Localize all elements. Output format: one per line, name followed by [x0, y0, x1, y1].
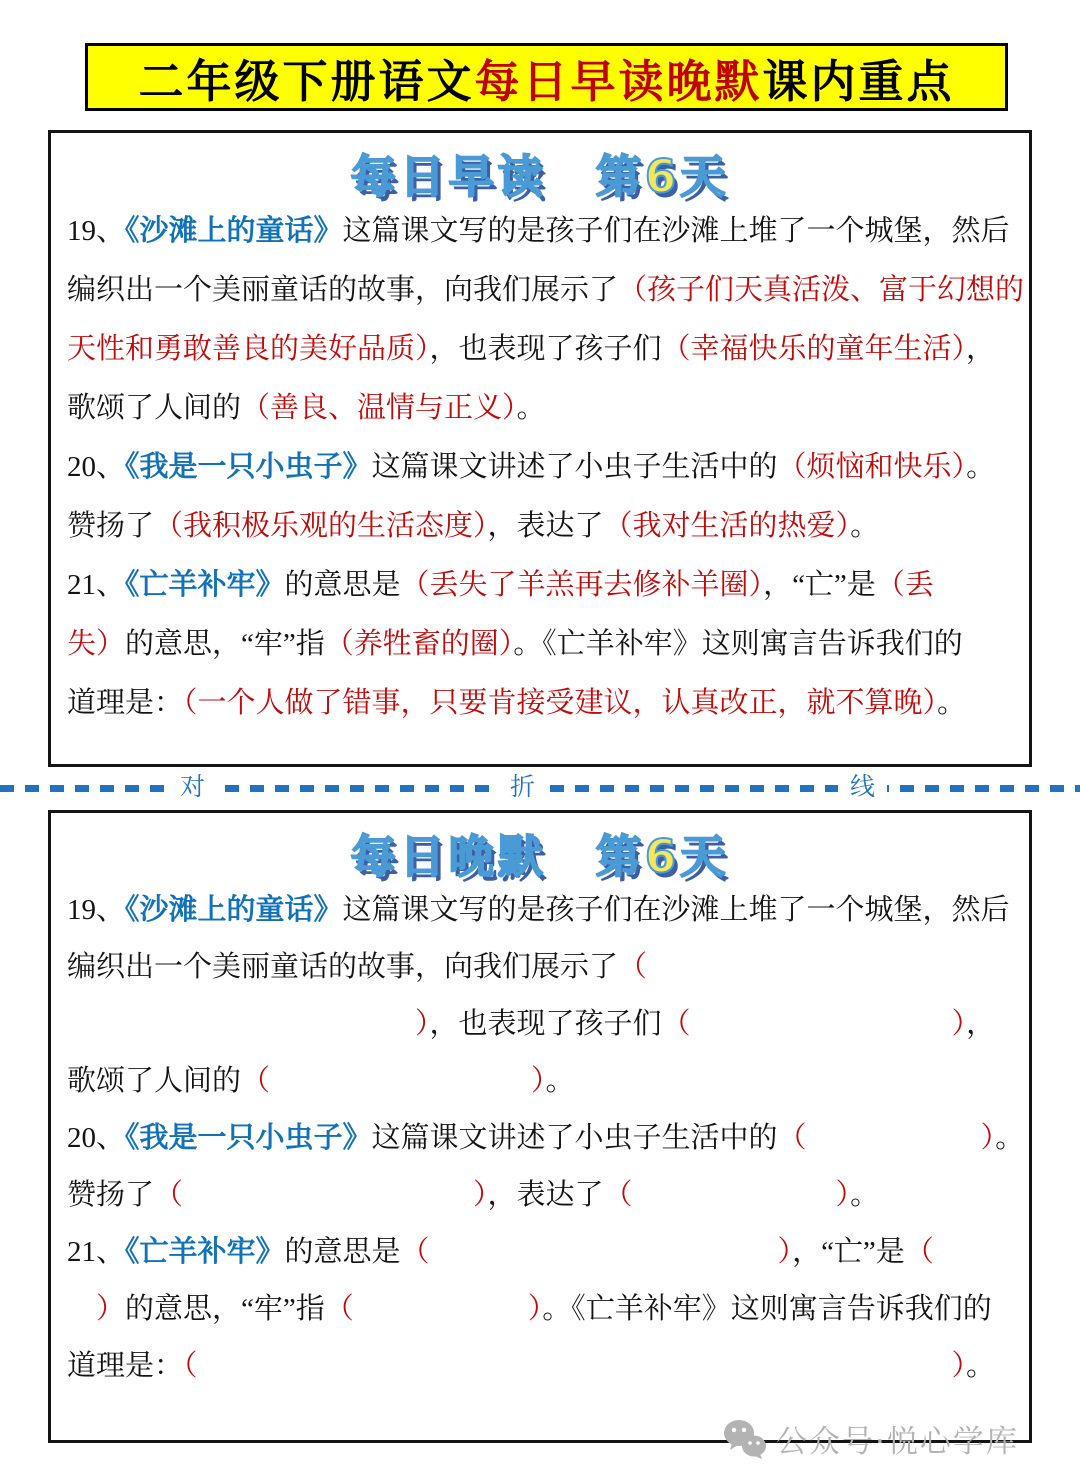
text-segment: ，	[966, 1008, 996, 1040]
text-segment: 的意思是	[284, 1236, 401, 1268]
morning-content	[51, 196, 1029, 733]
text-segment: 的意思，“牢”指	[125, 628, 325, 660]
title-char: 6	[644, 830, 681, 883]
text-line	[67, 996, 1013, 1053]
lesson-title-text: 《沙滩上的童话》	[125, 894, 343, 926]
evening-title	[51, 820, 1029, 883]
text-segment: 。	[545, 1065, 575, 1097]
text-segment: 19、	[67, 215, 126, 247]
text-segment: （幸福快乐的童年生活）	[661, 333, 967, 365]
title-char: 6	[644, 150, 681, 203]
text-segment: 赞扬了	[67, 1179, 155, 1211]
text-segment: （养牲畜的圈）	[324, 628, 514, 660]
text-segment: 歌颂了人间的	[67, 1065, 242, 1097]
text-segment: （烦恼和快乐）	[777, 451, 967, 483]
title-char: 第	[595, 830, 645, 883]
text-line	[67, 1281, 1013, 1338]
text-segment: 。	[966, 1350, 996, 1382]
text-segment: ，“亡”是	[792, 1236, 905, 1268]
text-segment: 。	[995, 1122, 1025, 1154]
text-line	[67, 1110, 1025, 1167]
text-line	[67, 320, 1013, 379]
text-segment: （ ）	[603, 1179, 851, 1211]
title-char: 读	[497, 150, 547, 203]
title-char: 默	[497, 830, 547, 883]
text-segment: 二年级下册语文	[138, 56, 475, 107]
text-segment: ）	[415, 1008, 430, 1040]
text-segment: ，也表现了孩子们	[429, 1008, 662, 1040]
lesson-title-text: 《亡羊补牢》	[125, 1236, 285, 1268]
title-char: 晚	[448, 830, 498, 883]
text-segment: 这篇课文写的是孩子们在沙滩上堆了一个城堡，然后	[342, 894, 1010, 926]
text-line	[67, 497, 1013, 556]
lesson-title-text: 《亡羊补牢》	[125, 569, 285, 601]
evening-dictation-section	[48, 810, 1032, 1443]
title-char: 日	[399, 830, 449, 883]
text-segment: 20、	[67, 451, 126, 483]
text-segment: （孩子们天真活泼、富于幻想的	[618, 274, 1025, 306]
morning-title	[51, 140, 1029, 203]
title-char	[547, 830, 596, 883]
text-segment: 。	[516, 392, 546, 424]
lesson-title-text: 《我是一只小虫子》	[125, 451, 372, 483]
morning-reading-section	[48, 130, 1032, 767]
text-line	[67, 202, 1013, 261]
text-line	[67, 1224, 1013, 1281]
text-segment: （ ）	[324, 1293, 543, 1325]
text-segment: （	[904, 1236, 934, 1268]
text-segment	[67, 1293, 96, 1325]
text-line	[67, 1167, 1013, 1224]
title-char: 天	[680, 150, 730, 203]
text-line	[67, 939, 1013, 996]
text-segment: （ ）	[777, 1122, 996, 1154]
text-segment: 19、	[67, 894, 126, 926]
text-segment: ）	[96, 1293, 126, 1325]
watermark-text: 公众号·悦心学库	[776, 1424, 1019, 1460]
title-char: 第	[595, 150, 645, 203]
text-segment: ，	[966, 333, 996, 365]
text-segment: （丢	[875, 569, 934, 601]
lesson-title-text: 《沙滩上的童话》	[125, 215, 343, 247]
fold-label-xian: 线	[838, 772, 887, 804]
text-segment: （	[618, 951, 648, 983]
text-segment: （我对生活的热爱）	[603, 510, 851, 542]
text-segment: 。《亡羊补牢》这则寓言告诉我们的	[513, 628, 963, 660]
text-line	[67, 1338, 1013, 1395]
text-segment: 编织出一个美丽童话的故事，向我们展示了	[67, 274, 619, 306]
text-segment: 道理是：	[67, 1350, 184, 1382]
text-segment: ，表达了	[487, 510, 604, 542]
title-char: 早	[448, 150, 498, 203]
lesson-title-text: 《我是一只小虫子》	[125, 1122, 372, 1154]
text-segment: 。	[850, 510, 880, 542]
text-segment: （ ）	[183, 1350, 967, 1382]
text-segment: 21、	[67, 1236, 126, 1268]
text-segment: 失）	[67, 628, 126, 660]
text-line	[67, 556, 1013, 615]
text-segment: 的意思是	[284, 569, 401, 601]
fold-label-dui: 对	[168, 772, 217, 804]
title-char: 日	[399, 150, 449, 203]
text-segment: （ ）	[661, 1008, 967, 1040]
text-segment: （ ）	[241, 1065, 546, 1097]
text-segment: 。	[850, 1179, 880, 1211]
text-segment: ，表达了	[487, 1179, 604, 1211]
text-segment: 这篇课文讲述了小虫子生活中的	[371, 451, 778, 483]
text-segment: 21、	[67, 569, 126, 601]
text-segment: 每日早读晚默	[474, 56, 763, 107]
text-segment: ，也表现了孩子们	[429, 333, 662, 365]
title-char: 每	[350, 150, 400, 203]
text-segment: 编织出一个美丽童话的故事，向我们展示了	[67, 951, 619, 983]
title-char	[547, 150, 596, 203]
text-segment: 天性和勇敢善良的美好品质）	[67, 333, 430, 365]
text-segment: 道理是：	[67, 687, 184, 719]
text-segment: 课内重点	[762, 56, 955, 107]
text-line	[67, 379, 1013, 438]
text-segment: （ ）	[154, 1179, 488, 1211]
fold-line	[0, 774, 1080, 801]
text-segment: 。	[966, 451, 996, 483]
text-segment: 20、	[67, 1122, 126, 1154]
fold-label-zhe: 折	[498, 772, 547, 804]
text-segment: （善良、温情与正义）	[241, 392, 517, 424]
text-segment: （我积极乐观的生活态度）	[154, 510, 488, 542]
text-segment: （丢失了羊羔再去修补羊圈）	[400, 569, 764, 601]
text-line	[67, 615, 1013, 674]
title-char: 每	[350, 830, 400, 883]
text-segment: 赞扬了	[67, 510, 155, 542]
text-line	[67, 1053, 1013, 1110]
text-segment: 这篇课文讲述了小虫子生活中的	[371, 1122, 778, 1154]
text-segment: 。	[937, 687, 967, 719]
text-line	[67, 438, 1013, 497]
text-line	[67, 261, 1025, 320]
text-segment: 歌颂了人间的	[67, 392, 242, 424]
text-segment: （一个人做了错事，只要肯接受建议，认真改正，就不算晚）	[183, 687, 938, 719]
text-segment: 这篇课文写的是孩子们在沙滩上堆了一个城堡，然后	[342, 215, 1010, 247]
text-line	[67, 882, 1013, 939]
title-char: 天	[680, 830, 730, 883]
text-segment: （ ）	[400, 1236, 793, 1268]
text-segment: 。《亡羊补牢》这则寓言告诉我们的	[542, 1293, 992, 1325]
page-banner	[85, 43, 1008, 111]
text-segment: ，“亡”是	[763, 569, 876, 601]
evening-content	[51, 876, 1029, 1395]
text-segment	[67, 1008, 415, 1040]
text-segment: 的意思，“牢”指	[125, 1293, 325, 1325]
watermark	[722, 1416, 1019, 1461]
wechat-icon	[722, 1418, 768, 1460]
text-line	[67, 674, 1013, 733]
